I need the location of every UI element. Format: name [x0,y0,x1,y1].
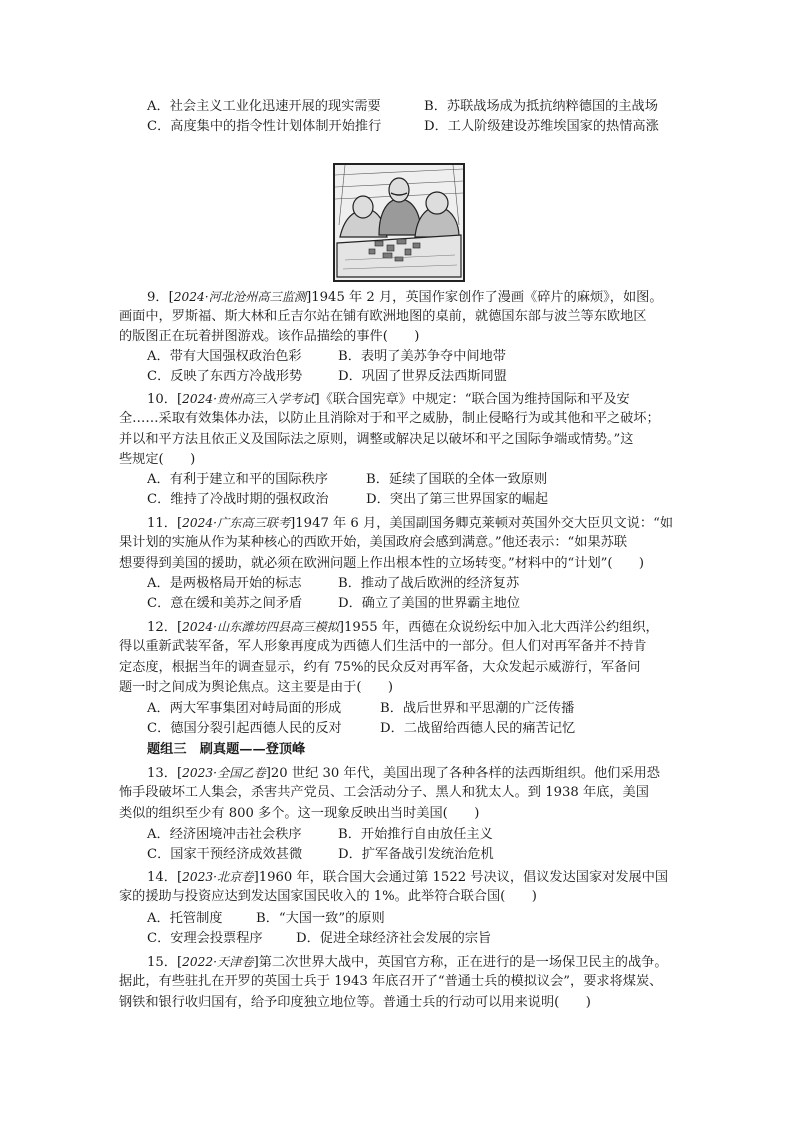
option-c: C．国家干预经济成效甚微 [147,847,303,862]
option-b: B．延续了国联的全体一致原则 [366,472,548,487]
question-13-text-1: ]20 世纪 30 年代，美国出现了各种各样的法西斯组织。他们采用恐 [265,766,660,781]
option-a: A．托管制度 [147,911,223,926]
option-c: C．安理会投票程序 [147,931,263,946]
option-a: A．经济困境冲击社会秩序 [147,827,302,842]
question-15-text-1: ]第二次世界大战中，英国官方称，正在进行的是一场保卫民主的战争。 [253,955,668,970]
option-d: D．确立了美国的世界霸主地位 [338,596,521,611]
question-13-number: 13．[ [147,766,183,781]
option-c: C．意在缓和美苏之间矛盾 [147,596,303,611]
question-12-text-2: 得以重新武装军备，军人形象再度成为西德人们生活中的一部分。但人们对再军备并不持肯 [119,639,647,654]
question-14-text-2: 家的援助与投资应达到发达国家国民收入的 1%。此举符合联合国( ) [119,889,537,904]
question-14-number: 14．[ [147,870,183,885]
option-d: D．突出了第三世界国家的崛起 [366,492,549,507]
option-b: B．“大国一致”的原则 [256,911,385,926]
question-13-text-2: 怖手段破坏工人集会，杀害共产党员、工会活动分子、黑人和犹太人。到 1938 年底，美国 [119,785,649,800]
option-d: D．扩军备战引发统治危机 [338,847,494,862]
option-b: B．苏联战场成为抵抗纳粹德国的主战场 [424,99,658,114]
question-12-text-3: 定态度，根据当年的调查显示，约有 75%的民众反对再军备，大众发起示威游行，军备问 [119,660,641,675]
option-d: D．促进全球经济社会发展的宗旨 [296,931,492,946]
question-14-source: 2023·北京卷 [182,870,254,884]
question-10-number: 10．[ [147,392,183,407]
option-c: C．维持了冷战时期的强权政治 [147,492,329,507]
option-d: D．二战留给西德人民的痛苦记忆 [380,721,576,736]
option-b: B．开始推行自由放任主义 [338,827,493,842]
option-a: A．有利于建立和平的国际秩序 [147,472,328,487]
question-11-text-2: 果计划的实施从作为某种核心的西欧开始，美国政府会感到满意。”他还表示：“如果苏联 [119,535,628,550]
option-b: B．战后世界和平思潮的广泛传播 [380,701,575,716]
option-a: A．两大军事集团对峙局面的形成 [147,701,342,716]
question-14-text-1: ]1960 年，联合国大会通过第 1522 号决议，倡议发达国家对发展中国 [253,870,669,885]
question-10-source: 2024·贵州高三入学考试 [182,392,315,406]
question-13-text-3: 类似的组织至少有 800 多个。这一现象反映出当时美国( ) [119,806,480,821]
question-15-source: 2022·天津卷 [182,955,254,969]
question-9-text-2: 画面中，罗斯福、斯大林和丘吉尔站在铺有欧洲地图的桌前，就德国东部与波兰等东欧地区 [119,309,647,324]
option-a: A．是两极格局开始的标志 [147,576,302,591]
cartoon-illustration [333,163,465,282]
section-heading: 题组三 刷真题——登顶峰 [147,742,306,757]
question-12-text-4: 题一时之间成为舆论焦点。这主要是由于( ) [119,680,394,695]
question-11-source: 2024·广东高三联考 [182,516,291,530]
question-12-number: 12．[ [147,620,183,635]
option-c: C．反映了东西方冷战形势 [147,369,303,384]
question-9-number: 9．[ [147,290,174,305]
question-10-text-1: ]《联合国宪章》中规定：“联合国为维持国际和平及安 [314,392,630,407]
option-c: C．高度集中的指令性计划体制开始推行 [147,119,382,134]
question-15-text-2: 据此，有些驻扎在开罗的英国士兵于 1943 年底召开了“普通士兵的模拟议会”，要求将煤炭、 [119,974,663,989]
question-15-number: 15．[ [147,955,183,970]
question-10-text-4: 些规定( ) [119,452,196,467]
option-b: B．推动了战后欧洲的经济复苏 [338,576,520,591]
question-9-text-3: 的版图正在玩着拼图游戏。该作品描绘的事件( ) [119,329,420,344]
question-9-source: 2024·河北沧州高三监测 [173,290,307,304]
cartoon-drawing [335,165,463,280]
option-b: B．表明了美苏争夺中间地带 [338,349,506,364]
question-10-text-2: 全……采取有效集体办法，以防止且消除对于和平之威胁，制止侵略行为或其他和平之破坏； [119,411,660,426]
question-9-text-1: ]1945 年 2 月，英国作家创作了漫画《碎片的麻烦》，如图。 [306,290,663,305]
question-13-source: 2023·全国乙卷 [182,766,266,780]
option-c: C．德国分裂引起西德人民的反对 [147,721,342,736]
question-11-number: 11．[ [147,516,183,531]
option-d: D．工人阶级建设苏维埃国家的热情高涨 [424,119,659,134]
option-d: D．巩固了世界反法西斯同盟 [338,369,507,384]
question-12-text-1: ]1955 年，西德在众说纷纭中加入北大西洋公约组织， [338,620,659,635]
question-11-text-3: 想要得到美国的援助，就必须在欧洲问题上作出根本性的立场转变。”材料中的“计划”( ) [119,556,645,571]
question-11-text-1: ]1947 年 6 月，美国副国务卿克莱顿对英国外交大臣贝文说：“如 [290,516,674,531]
option-a: A．带有大国强权政治色彩 [147,349,302,364]
question-12-source: 2024·山东潍坊四县高三模拟 [182,620,339,634]
question-15-text-3: 钢铁和银行收归国有，给予印度独立地位等。普通士兵的行动可以用来说明( ) [119,995,591,1010]
option-a: A．社会主义工业化迅速开展的现实需要 [147,99,381,114]
question-10-text-3: 并以和平方法且依正义及国际法之原则，调整或解决足以破坏和平之国际争端或情势。”这 [119,432,634,447]
